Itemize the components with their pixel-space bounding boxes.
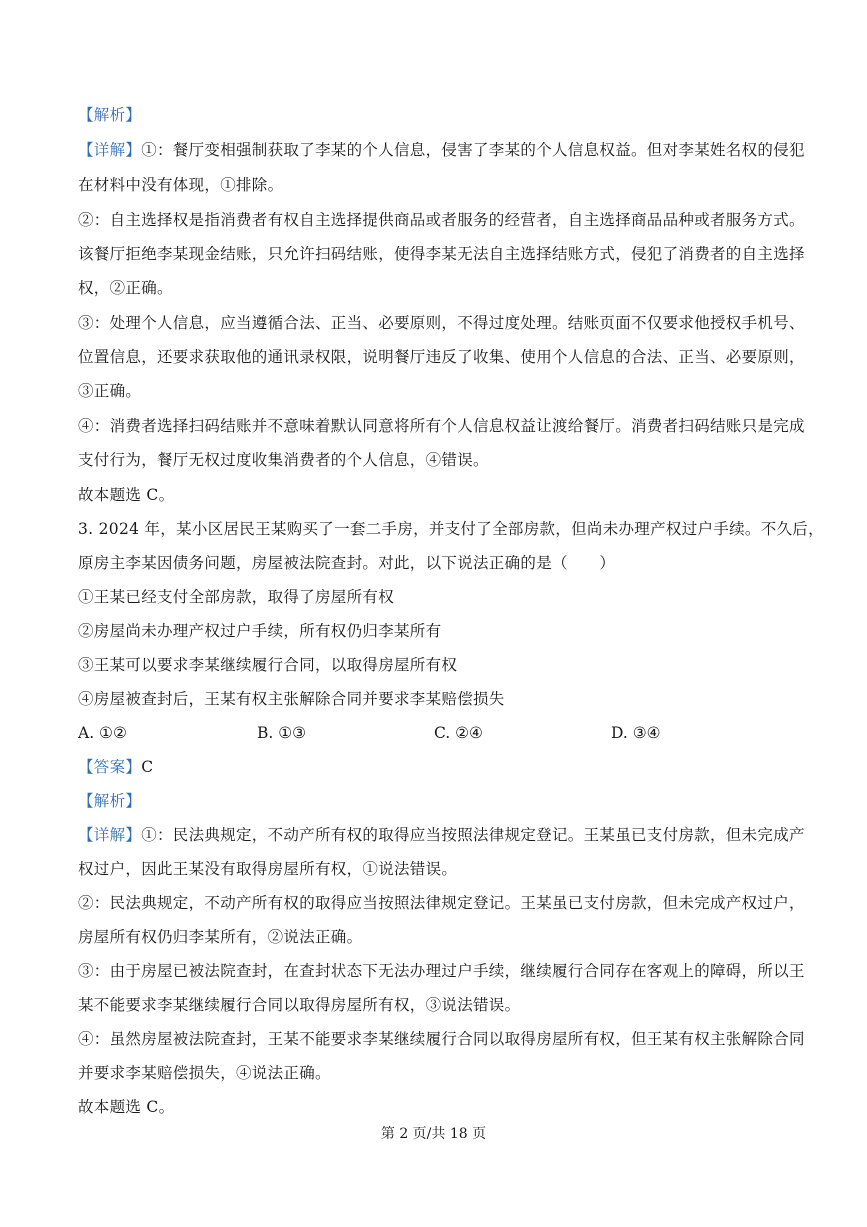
detail-paragraph-line: 该餐厅拒绝李某现金结账，只允许扫码结账，使得李某无法自主选择结账方式，侵犯了消费者的自主选择 — [78, 245, 805, 263]
answer-value: C — [141, 758, 154, 776]
analysis-heading: 【解析】 — [78, 792, 142, 810]
detail-text: ①：民法典规定，不动产所有权的取得应当按照法律规定登记。王某虽已支付房款，但未完成产 — [141, 826, 805, 844]
answer-tag: 【答案】 — [78, 758, 142, 776]
detail-tag: 【详解】 — [78, 826, 142, 844]
option-d: D. ③④ — [611, 724, 661, 742]
statement-item: ③王某可以要求李某继续履行合同，以取得房屋所有权 — [78, 656, 458, 674]
conclusion-line: 故本题选 C。 — [78, 1098, 175, 1116]
detail-paragraph-line: ③：由于房屋已被法院查封，在查封状态下无法办理过户手续，继续履行合同存在客观上的障碍，所以王 — [78, 962, 805, 980]
detail-paragraph-line: 位置信息，还要求获取他的通讯录权限，说明餐厅违反了收集、使用个人信息的合法、正当、必要原则， — [78, 348, 805, 366]
detail-paragraph-line: ④：消费者选择扫码结账并不意味着默认同意将所有个人信息权益让渡给餐厅。消费者扫码结账只是完成 — [78, 417, 805, 435]
detail-tag: 【详解】 — [78, 141, 142, 159]
option-b: B. ①③ — [257, 724, 307, 742]
detail-paragraph-line: ③：处理个人信息，应当遵循合法、正当、必要原则，不得过度处理。结账页面不仅要求他授权手机号、 — [78, 314, 805, 332]
detail-paragraph-line: 房屋所有权仍归李某所有，②说法正确。 — [78, 928, 363, 946]
detail-paragraph-line: 权过户，因此王某没有取得房屋所有权，①说法错误。 — [78, 860, 458, 878]
statement-item: ④房屋被查封后，王某有权主张解除合同并要求李某赔偿损失 — [78, 690, 505, 708]
detail-paragraph-line: 权，②正确。 — [78, 279, 173, 297]
detail-paragraph-line — [78, 824, 805, 846]
analysis-heading: 【解析】 — [78, 106, 142, 124]
detail-paragraph-line: ②：自主选择权是指消费者有权自主选择提供商品或者服务的经营者，自主选择商品品种或者服务方式。 — [78, 211, 805, 229]
answer-line — [78, 756, 793, 778]
option-c: C. ②④ — [434, 724, 483, 742]
page-number: 第 2 页/共 18 页 — [380, 1126, 487, 1142]
question-stem-line: 3. 2024 年，某小区居民王某购买了一套二手房，并支付了全部房款，但尚未办理产权过户手续。不久后， — [78, 520, 824, 538]
detail-paragraph-line: 某不能要求李某继续履行合同以取得房屋所有权，③说法错误。 — [78, 996, 521, 1014]
detail-paragraph-line — [78, 139, 805, 161]
statement-item: ①王某已经支付全部房款，取得了房屋所有权 — [78, 588, 395, 606]
detail-paragraph-line: ②：民法典规定，不动产所有权的取得应当按照法律规定登记。王某虽已支付房款，但未完成产权过户， — [78, 894, 805, 912]
option-a: A. ①② — [78, 724, 127, 742]
detail-text: ①：餐厅变相强制获取了李某的个人信息，侵害了李某的个人信息权益。但对李某姓名权的侵犯 — [141, 141, 805, 159]
detail-paragraph-line: ③正确。 — [78, 382, 142, 400]
detail-paragraph-line: ④：虽然房屋被法院查封，王某不能要求李某继续履行合同以取得房屋所有权，但王某有权主张解除合同 — [78, 1030, 805, 1048]
detail-paragraph-line: 支付行为，餐厅无权过度收集消费者的个人信息，④错误。 — [78, 451, 489, 469]
detail-paragraph-line: 在材料中没有体现，①排除。 — [78, 176, 284, 194]
statement-item: ②房屋尚未办理产权过户手续，所有权仍归李某所有 — [78, 622, 442, 640]
question-stem-line: 原房主李某因债务问题，房屋被法院查封。对此，以下说法正确的是（ ） — [78, 554, 616, 572]
detail-paragraph-line: 并要求李某赔偿损失，④说法正确。 — [78, 1064, 331, 1082]
conclusion-line: 故本题选 C。 — [78, 486, 175, 504]
